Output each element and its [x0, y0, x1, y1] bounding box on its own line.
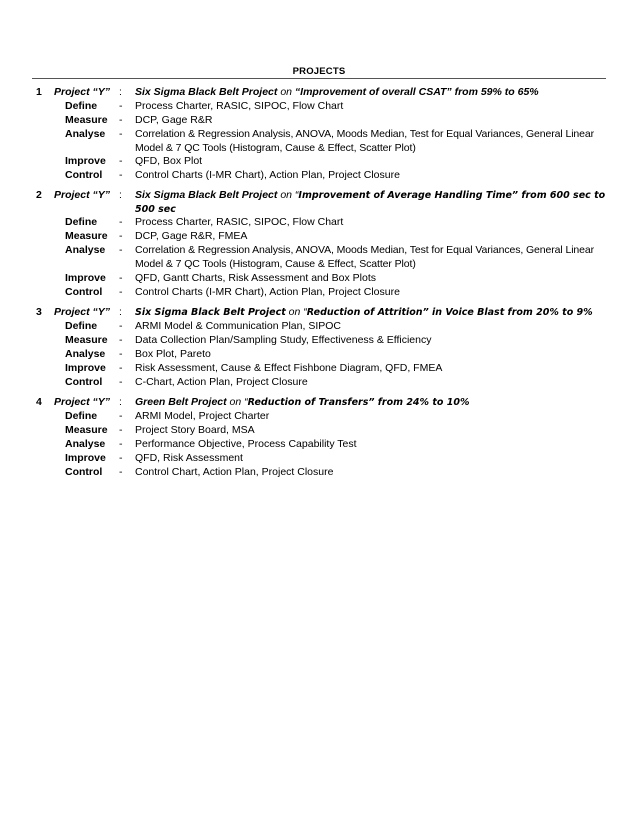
heading-rule	[32, 78, 606, 79]
phase-name: Measure	[65, 230, 108, 243]
project-header-row	[0, 86, 638, 100]
project-title-quote: Improvement of Average Handling Time” from 600 sec to 500 sec	[135, 190, 606, 215]
phase-row	[0, 376, 638, 390]
phase-name: Define	[65, 216, 98, 229]
phase-separator: -	[119, 333, 123, 346]
phase-row	[0, 348, 638, 362]
phase-row	[0, 155, 638, 169]
phase-separator: -	[119, 451, 123, 464]
phase-name: Improve	[65, 155, 106, 168]
phase-separator: -	[119, 128, 123, 140]
project-item	[0, 189, 638, 299]
project-title-type: Six Sigma Black Belt Project	[135, 86, 278, 98]
phase-text: Correlation & Regression Analysis, ANOVA, Moods Median, Test for Equal Variances, General Linear Model & 7 QC Tools (Histogram, Cause & Effect, Scatter Plot)	[135, 244, 595, 270]
phase-separator: -	[119, 244, 123, 257]
phase-name: Measure	[65, 423, 108, 436]
phase-text: C-Chart, Action Plan, Project Closure	[135, 375, 308, 388]
phase-row	[0, 128, 638, 155]
phase-row	[0, 466, 638, 480]
phase-text: ARMI Model & Communication Plan, SIPOC	[135, 319, 341, 332]
project-item	[0, 396, 638, 480]
project-title-on: on “	[226, 395, 248, 408]
phase-text: DCP, Gage R&R	[135, 114, 213, 126]
section-heading: PROJECTS	[292, 66, 346, 77]
phase-text: Box Plot, Pareto	[135, 347, 211, 360]
phase-text: Project Story Board, MSA	[135, 423, 255, 436]
phase-name: Analyse	[65, 347, 106, 360]
project-number: 1	[36, 86, 42, 98]
projects-list	[0, 86, 638, 486]
phase-text: DCP, Gage R&R, FMEA	[135, 230, 248, 243]
phase-name: Define	[65, 409, 98, 422]
phase-separator: -	[119, 423, 123, 436]
phase-row	[0, 424, 638, 438]
phase-text: Process Charter, RASIC, SIPOC, Flow Chart	[135, 100, 344, 112]
phase-name: Measure	[65, 114, 108, 126]
project-header-row	[0, 189, 638, 216]
phase-text: Data Collection Plan/Sampling Study, Effectiveness & Efficiency	[135, 333, 432, 346]
phase-text: Process Charter, RASIC, SIPOC, Flow Chart	[135, 216, 344, 229]
project-label: Project “Y”	[54, 395, 111, 408]
phase-name: Define	[65, 100, 98, 112]
phase-text: QFD, Risk Assessment	[135, 451, 243, 464]
phase-row	[0, 114, 638, 128]
phase-row	[0, 334, 638, 348]
phase-name: Analyse	[65, 244, 106, 257]
phase-separator: -	[119, 375, 123, 388]
phase-text: ARMI Model, Project Charter	[135, 409, 270, 422]
phase-row	[0, 410, 638, 424]
project-separator: :	[119, 305, 122, 318]
phase-name: Measure	[65, 333, 108, 346]
phase-row	[0, 438, 638, 452]
phase-name: Analyse	[65, 128, 106, 140]
project-title	[135, 189, 606, 216]
project-label: Project “Y”	[54, 189, 111, 202]
phase-separator: -	[119, 114, 123, 126]
phase-text: Control Charts (I-MR Chart), Action Plan, Project Closure	[135, 285, 400, 298]
project-title-quote: Reduction of Attrition” in Voice Blast from 20% to 9%	[306, 306, 593, 318]
project-title	[135, 306, 606, 320]
phase-name: Define	[65, 319, 98, 332]
phase-name: Improve	[65, 451, 106, 464]
project-title-on: on “	[277, 189, 299, 202]
project-separator: :	[119, 86, 122, 98]
project-label: Project “Y”	[54, 305, 111, 318]
phase-separator: -	[119, 271, 123, 284]
project-number: 4	[36, 395, 42, 408]
phase-separator: -	[119, 437, 123, 450]
project-title	[135, 86, 606, 100]
phase-separator: -	[119, 319, 123, 332]
phase-name: Control	[65, 285, 103, 298]
phase-separator: -	[119, 465, 123, 478]
phase-row	[0, 244, 638, 271]
project-title-quote: Reduction of Transfers” from 24% to 10%	[247, 396, 470, 408]
phase-row	[0, 216, 638, 230]
phase-row	[0, 362, 638, 376]
phase-name: Control	[65, 375, 103, 388]
phase-separator: -	[119, 169, 123, 182]
phase-name: Control	[65, 465, 103, 478]
project-title-on: on “	[285, 305, 307, 318]
phase-separator: -	[119, 155, 123, 168]
project-separator: :	[119, 189, 122, 202]
phase-row	[0, 286, 638, 300]
phase-text: QFD, Gantt Charts, Risk Assessment and Box Plots	[135, 271, 377, 284]
phase-row	[0, 169, 638, 183]
phase-separator: -	[119, 100, 123, 112]
phase-row	[0, 272, 638, 286]
phase-row	[0, 320, 638, 334]
project-title-type: Six Sigma Black Belt Project	[135, 189, 278, 202]
phase-separator: -	[119, 230, 123, 243]
project-label: Project “Y”	[54, 86, 111, 98]
phase-row	[0, 452, 638, 466]
project-item	[0, 86, 638, 183]
phase-text: Performance Objective, Process Capability Test	[135, 437, 357, 450]
phase-separator: -	[119, 347, 123, 360]
phase-text: Control Charts (I-MR Chart), Action Plan, Project Closure	[135, 169, 400, 182]
phase-text: Risk Assessment, Cause & Effect Fishbone Diagram, QFD, FMEA	[135, 361, 443, 374]
project-number: 3	[36, 305, 42, 318]
phase-text: Control Chart, Action Plan, Project Closure	[135, 465, 334, 478]
phase-row	[0, 230, 638, 244]
project-title-quote: “Improvement of overall CSAT” from 59% to 65%	[294, 86, 539, 98]
phase-separator: -	[119, 361, 123, 374]
project-header-row	[0, 306, 638, 320]
phase-separator: -	[119, 409, 123, 422]
phase-text: Correlation & Regression Analysis, ANOVA, Moods Median, Test for Equal Variances, General Linear Model & 7 QC Tools (Histogram, Cause & Effect, Scatter Plot)	[135, 128, 595, 154]
project-number: 2	[36, 189, 42, 202]
phase-row	[0, 100, 638, 114]
phase-separator: -	[119, 216, 123, 229]
phase-text: QFD, Box Plot	[135, 155, 203, 168]
project-title	[135, 396, 606, 410]
phase-name: Improve	[65, 271, 106, 284]
project-header-row	[0, 396, 638, 410]
project-separator: :	[119, 395, 122, 408]
phase-name: Analyse	[65, 437, 106, 450]
phase-name: Improve	[65, 361, 106, 374]
phase-name: Control	[65, 169, 103, 182]
project-item	[0, 306, 638, 390]
phase-separator: -	[119, 285, 123, 298]
project-title-type: Six Sigma Black Belt Project	[135, 306, 286, 318]
project-title-type: Green Belt Project	[135, 395, 227, 408]
project-title-on: on	[277, 86, 295, 98]
